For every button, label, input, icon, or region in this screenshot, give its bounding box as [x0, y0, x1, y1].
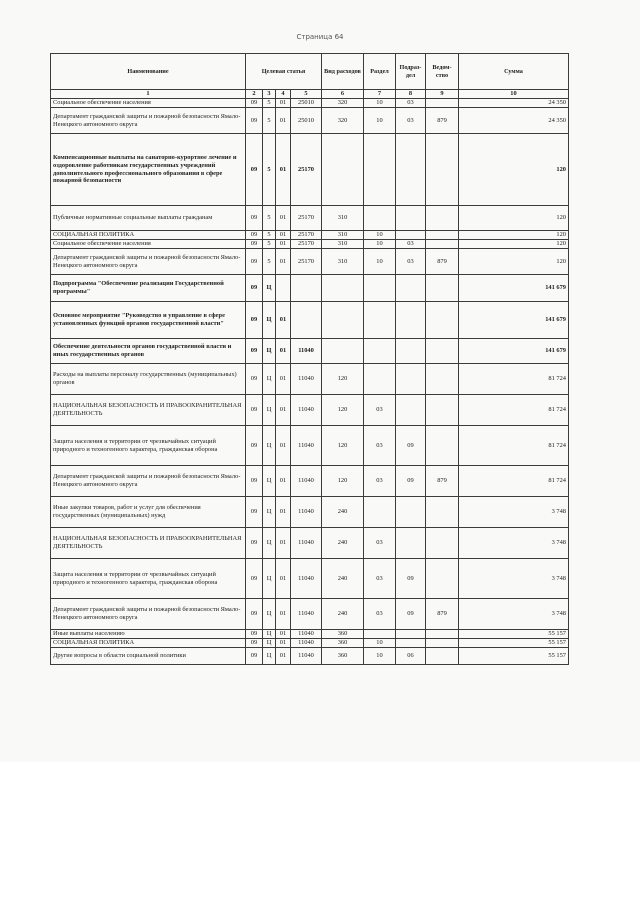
row-name-cell: Департамент гражданской защиты и пожарной безопасности Ямало-Ненецкого автономного округа [51, 466, 246, 497]
row-target-code-3: 01 [276, 206, 291, 231]
row-target-code-1: 09 [246, 275, 263, 302]
row-target-code-3: 01 [276, 231, 291, 240]
row-target-code-1: 09 [246, 108, 263, 134]
row-department-cell [426, 559, 459, 599]
row-target-code-1: 09 [246, 497, 263, 528]
row-subsection-cell: 03 [396, 99, 426, 108]
row-department-cell [426, 639, 459, 648]
row-target-code-4: 11040 [291, 339, 322, 364]
row-target-code-4: 11040 [291, 395, 322, 426]
row-target-code-2: 5 [263, 249, 276, 275]
index-cell: 8 [396, 90, 426, 99]
row-department-cell [426, 630, 459, 639]
row-department-cell [426, 497, 459, 528]
row-name-cell: Расходы на выплаты персоналу государственных (муниципальных) органов [51, 364, 246, 395]
index-cell: 5 [291, 90, 322, 99]
row-target-code-4: 11040 [291, 648, 322, 665]
row-expense-type-cell: 310 [322, 249, 364, 275]
row-target-code-3: 01 [276, 599, 291, 630]
row-department-cell [426, 134, 459, 206]
row-target-code-4: 11040 [291, 466, 322, 497]
table-row [51, 134, 569, 206]
row-sum-cell: 3 748 [459, 559, 569, 599]
row-target-code-4 [291, 275, 322, 302]
row-department-cell [426, 240, 459, 249]
row-section-cell [364, 206, 396, 231]
row-target-code-1: 09 [246, 206, 263, 231]
row-section-cell [364, 134, 396, 206]
row-name-cell: Публичные нормативные социальные выплаты гражданам [51, 206, 246, 231]
row-name-cell: Обеспечение деятельности органов государственной власти и иных государственных органов [51, 339, 246, 364]
table-row [51, 240, 569, 249]
row-section-cell [364, 302, 396, 339]
row-department-cell [426, 302, 459, 339]
row-target-code-3: 01 [276, 466, 291, 497]
table-row [51, 206, 569, 231]
row-expense-type-cell: 120 [322, 466, 364, 497]
row-subsection-cell: 03 [396, 108, 426, 134]
row-expense-type-cell [322, 275, 364, 302]
row-name-cell: Защита населения и территории от чрезвычайных ситуаций природного и техногенного характера, гражданская оборона [51, 559, 246, 599]
row-subsection-cell: 03 [396, 240, 426, 249]
row-section-cell: 10 [364, 108, 396, 134]
row-section-cell: 03 [364, 528, 396, 559]
row-sum-cell: 24 350 [459, 108, 569, 134]
header-subsection: Подраз-дел [396, 54, 426, 90]
table-row [51, 108, 569, 134]
row-target-code-2: 5 [263, 108, 276, 134]
row-target-code-2: Ц [263, 395, 276, 426]
row-subsection-cell [396, 302, 426, 339]
row-target-code-2: Ц [263, 339, 276, 364]
row-target-code-1: 09 [246, 528, 263, 559]
table-row [51, 275, 569, 302]
row-target-code-3: 01 [276, 99, 291, 108]
row-section-cell: 10 [364, 639, 396, 648]
index-cell: 10 [459, 90, 569, 99]
row-section-cell [364, 630, 396, 639]
header-target: Целевая статья [246, 54, 322, 90]
row-department-cell [426, 364, 459, 395]
row-target-code-4: 11040 [291, 364, 322, 395]
row-subsection-cell [396, 275, 426, 302]
row-section-cell: 03 [364, 395, 396, 426]
row-target-code-4: 25170 [291, 231, 322, 240]
row-department-cell [426, 426, 459, 466]
row-name-cell: Департамент гражданской защиты и пожарной безопасности Ямало-Ненецкого автономного округа [51, 108, 246, 134]
row-department-cell: 879 [426, 466, 459, 497]
row-target-code-3: 01 [276, 364, 291, 395]
row-target-code-2: Ц [263, 528, 276, 559]
row-target-code-1: 09 [246, 648, 263, 665]
table-row [51, 395, 569, 426]
row-subsection-cell: 03 [396, 249, 426, 275]
table-row [51, 339, 569, 364]
row-expense-type-cell: 310 [322, 231, 364, 240]
row-target-code-1: 09 [246, 559, 263, 599]
index-cell: 4 [276, 90, 291, 99]
row-sum-cell: 3 748 [459, 528, 569, 559]
row-target-code-3: 01 [276, 395, 291, 426]
budget-table [50, 53, 569, 665]
row-target-code-3: 01 [276, 302, 291, 339]
row-department-cell: 879 [426, 108, 459, 134]
row-department-cell [426, 206, 459, 231]
table-row [51, 466, 569, 497]
row-target-code-1: 09 [246, 231, 263, 240]
row-target-code-1: 09 [246, 249, 263, 275]
row-name-cell: СОЦИАЛЬНАЯ ПОЛИТИКА [51, 639, 246, 648]
row-expense-type-cell: 320 [322, 99, 364, 108]
row-sum-cell: 81 724 [459, 395, 569, 426]
row-target-code-4: 25010 [291, 108, 322, 134]
row-department-cell [426, 339, 459, 364]
row-department-cell [426, 99, 459, 108]
index-row [51, 90, 569, 99]
row-expense-type-cell [322, 339, 364, 364]
row-section-cell [364, 275, 396, 302]
row-subsection-cell: 09 [396, 426, 426, 466]
row-target-code-2: Ц [263, 599, 276, 630]
row-target-code-4 [291, 302, 322, 339]
header-sum: Сумма [459, 54, 569, 90]
row-department-cell [426, 231, 459, 240]
row-target-code-1: 09 [246, 364, 263, 395]
row-target-code-3: 01 [276, 630, 291, 639]
row-subsection-cell [396, 364, 426, 395]
row-name-cell: Социальное обеспечение населения [51, 240, 246, 249]
table-row [51, 426, 569, 466]
row-section-cell: 10 [364, 99, 396, 108]
row-target-code-2: 5 [263, 99, 276, 108]
row-target-code-1: 09 [246, 466, 263, 497]
row-target-code-4: 11040 [291, 528, 322, 559]
row-section-cell: 03 [364, 466, 396, 497]
row-subsection-cell [396, 395, 426, 426]
row-target-code-4: 11040 [291, 639, 322, 648]
table-row [51, 648, 569, 665]
row-name-cell: Социальное обеспечение населения [51, 99, 246, 108]
row-expense-type-cell: 360 [322, 639, 364, 648]
table-body [51, 99, 569, 665]
row-sum-cell: 3 748 [459, 599, 569, 630]
row-department-cell: 879 [426, 599, 459, 630]
row-sum-cell: 55 157 [459, 639, 569, 648]
row-target-code-2: 5 [263, 206, 276, 231]
row-target-code-3: 01 [276, 648, 291, 665]
row-subsection-cell: 09 [396, 466, 426, 497]
row-subsection-cell [396, 528, 426, 559]
row-section-cell: 10 [364, 648, 396, 665]
row-name-cell: СОЦИАЛЬНАЯ ПОЛИТИКА [51, 231, 246, 240]
index-cell: 1 [51, 90, 246, 99]
row-name-cell: Другие вопросы в области социальной политики [51, 648, 246, 665]
row-target-code-2: Ц [263, 639, 276, 648]
header-department: Ведом-ство [426, 54, 459, 90]
row-section-cell: 10 [364, 240, 396, 249]
row-target-code-3: 01 [276, 528, 291, 559]
page-number-label: Страница 64 [296, 33, 344, 41]
row-target-code-4: 11040 [291, 599, 322, 630]
row-department-cell [426, 648, 459, 665]
row-expense-type-cell: 360 [322, 630, 364, 639]
row-target-code-2: Ц [263, 497, 276, 528]
row-section-cell: 10 [364, 231, 396, 240]
table-row [51, 99, 569, 108]
row-target-code-4: 11040 [291, 426, 322, 466]
row-sum-cell: 24 350 [459, 99, 569, 108]
row-target-code-4: 11040 [291, 497, 322, 528]
row-target-code-1: 09 [246, 639, 263, 648]
row-expense-type-cell: 240 [322, 599, 364, 630]
row-sum-cell: 141 679 [459, 275, 569, 302]
table-row [51, 559, 569, 599]
row-target-code-4: 25170 [291, 240, 322, 249]
row-target-code-2: Ц [263, 364, 276, 395]
row-name-cell: Департамент гражданской защиты и пожарной безопасности Ямало-Ненецкого автономного округа [51, 249, 246, 275]
row-section-cell: 03 [364, 426, 396, 466]
row-target-code-3: 01 [276, 426, 291, 466]
row-target-code-1: 09 [246, 395, 263, 426]
row-name-cell: Иные выплаты населению [51, 630, 246, 639]
row-expense-type-cell: 120 [322, 395, 364, 426]
row-target-code-3: 01 [276, 339, 291, 364]
table-row [51, 639, 569, 648]
row-target-code-3: 01 [276, 497, 291, 528]
row-subsection-cell [396, 497, 426, 528]
row-sum-cell: 120 [459, 249, 569, 275]
row-target-code-2: Ц [263, 648, 276, 665]
row-sum-cell: 81 724 [459, 364, 569, 395]
row-department-cell [426, 528, 459, 559]
row-subsection-cell: 09 [396, 599, 426, 630]
row-sum-cell: 120 [459, 231, 569, 240]
row-name-cell: Компенсационные выплаты на санаторно-курортное лечение и оздоровление работникам государственных учреждений дополнительного профессионального образования в сфере пожарной безопасности [51, 134, 246, 206]
header-section: Раздел [364, 54, 396, 90]
row-subsection-cell [396, 339, 426, 364]
row-target-code-3: 01 [276, 108, 291, 134]
table-row [51, 364, 569, 395]
row-target-code-3 [276, 275, 291, 302]
row-target-code-1: 09 [246, 599, 263, 630]
row-target-code-1: 09 [246, 134, 263, 206]
row-target-code-1: 09 [246, 426, 263, 466]
row-sum-cell: 81 724 [459, 426, 569, 466]
row-department-cell [426, 395, 459, 426]
row-target-code-4: 25170 [291, 134, 322, 206]
row-expense-type-cell: 320 [322, 108, 364, 134]
table-row [51, 630, 569, 639]
row-expense-type-cell: 310 [322, 240, 364, 249]
row-subsection-cell [396, 206, 426, 231]
row-expense-type-cell: 120 [322, 364, 364, 395]
row-subsection-cell: 09 [396, 559, 426, 599]
index-cell: 3 [263, 90, 276, 99]
table-row [51, 302, 569, 339]
row-expense-type-cell: 310 [322, 206, 364, 231]
row-sum-cell: 55 157 [459, 630, 569, 639]
row-name-cell: НАЦИОНАЛЬНАЯ БЕЗОПАСНОСТЬ И ПРАВООХРАНИТЕЛЬНАЯ ДЕЯТЕЛЬНОСТЬ [51, 528, 246, 559]
row-expense-type-cell: 120 [322, 426, 364, 466]
row-target-code-3: 01 [276, 249, 291, 275]
row-target-code-2: Ц [263, 302, 276, 339]
row-target-code-2: Ц [263, 275, 276, 302]
header-row [51, 54, 569, 90]
row-sum-cell: 3 748 [459, 497, 569, 528]
table-row [51, 249, 569, 275]
row-section-cell: 03 [364, 599, 396, 630]
row-target-code-3: 01 [276, 559, 291, 599]
row-target-code-4: 11040 [291, 559, 322, 599]
row-target-code-1: 09 [246, 302, 263, 339]
row-subsection-cell [396, 639, 426, 648]
row-target-code-4: 25010 [291, 99, 322, 108]
table-row [51, 599, 569, 630]
table-row [51, 497, 569, 528]
row-target-code-1: 09 [246, 240, 263, 249]
row-sum-cell: 141 679 [459, 339, 569, 364]
header-expense-type: Вид расходов [322, 54, 364, 90]
row-sum-cell: 120 [459, 134, 569, 206]
row-target-code-2: 5 [263, 134, 276, 206]
row-name-cell: Защита населения и территории от чрезвычайных ситуаций природного и техногенного характера, гражданская оборона [51, 426, 246, 466]
row-target-code-1: 09 [246, 339, 263, 364]
index-cell: 6 [322, 90, 364, 99]
row-subsection-cell [396, 630, 426, 639]
table-row [51, 528, 569, 559]
row-subsection-cell: 06 [396, 648, 426, 665]
row-subsection-cell [396, 134, 426, 206]
row-section-cell [364, 339, 396, 364]
row-name-cell: Основное мероприятие "Руководство и управление в сфере установленных функций органов государственной власти" [51, 302, 246, 339]
row-expense-type-cell: 240 [322, 497, 364, 528]
row-section-cell [364, 497, 396, 528]
row-name-cell: НАЦИОНАЛЬНАЯ БЕЗОПАСНОСТЬ И ПРАВООХРАНИТЕЛЬНАЯ ДЕЯТЕЛЬНОСТЬ [51, 395, 246, 426]
index-cell: 9 [426, 90, 459, 99]
row-department-cell: 879 [426, 249, 459, 275]
row-target-code-2: Ц [263, 426, 276, 466]
row-target-code-2: 5 [263, 231, 276, 240]
row-section-cell: 03 [364, 559, 396, 599]
row-target-code-3: 01 [276, 639, 291, 648]
row-name-cell: Иные закупки товаров, работ и услуг для обеспечения государственных (муниципальных) нужд [51, 497, 246, 528]
row-target-code-1: 09 [246, 630, 263, 639]
row-target-code-2: 5 [263, 240, 276, 249]
row-sum-cell: 141 679 [459, 302, 569, 339]
row-target-code-3: 01 [276, 134, 291, 206]
row-target-code-4: 25170 [291, 206, 322, 231]
row-name-cell: Подпрограмма "Обеспечение реализации Государственной программы" [51, 275, 246, 302]
index-cell: 2 [246, 90, 263, 99]
row-section-cell [364, 364, 396, 395]
row-target-code-4: 11040 [291, 630, 322, 639]
row-expense-type-cell [322, 302, 364, 339]
row-expense-type-cell: 240 [322, 528, 364, 559]
row-target-code-1: 09 [246, 99, 263, 108]
row-target-code-2: Ц [263, 630, 276, 639]
row-target-code-2: Ц [263, 559, 276, 599]
row-name-cell: Департамент гражданской защиты и пожарной безопасности Ямало-Ненецкого автономного округа [51, 599, 246, 630]
row-section-cell: 10 [364, 249, 396, 275]
row-sum-cell: 81 724 [459, 466, 569, 497]
table-row [51, 231, 569, 240]
row-expense-type-cell [322, 134, 364, 206]
index-cell: 7 [364, 90, 396, 99]
row-sum-cell: 120 [459, 206, 569, 231]
row-sum-cell: 55 157 [459, 648, 569, 665]
row-sum-cell: 120 [459, 240, 569, 249]
header-name: Наименование [51, 54, 246, 90]
row-department-cell [426, 275, 459, 302]
row-target-code-3: 01 [276, 240, 291, 249]
row-target-code-2: Ц [263, 466, 276, 497]
row-subsection-cell [396, 231, 426, 240]
row-target-code-4: 25170 [291, 249, 322, 275]
row-expense-type-cell: 240 [322, 559, 364, 599]
row-expense-type-cell: 360 [322, 648, 364, 665]
